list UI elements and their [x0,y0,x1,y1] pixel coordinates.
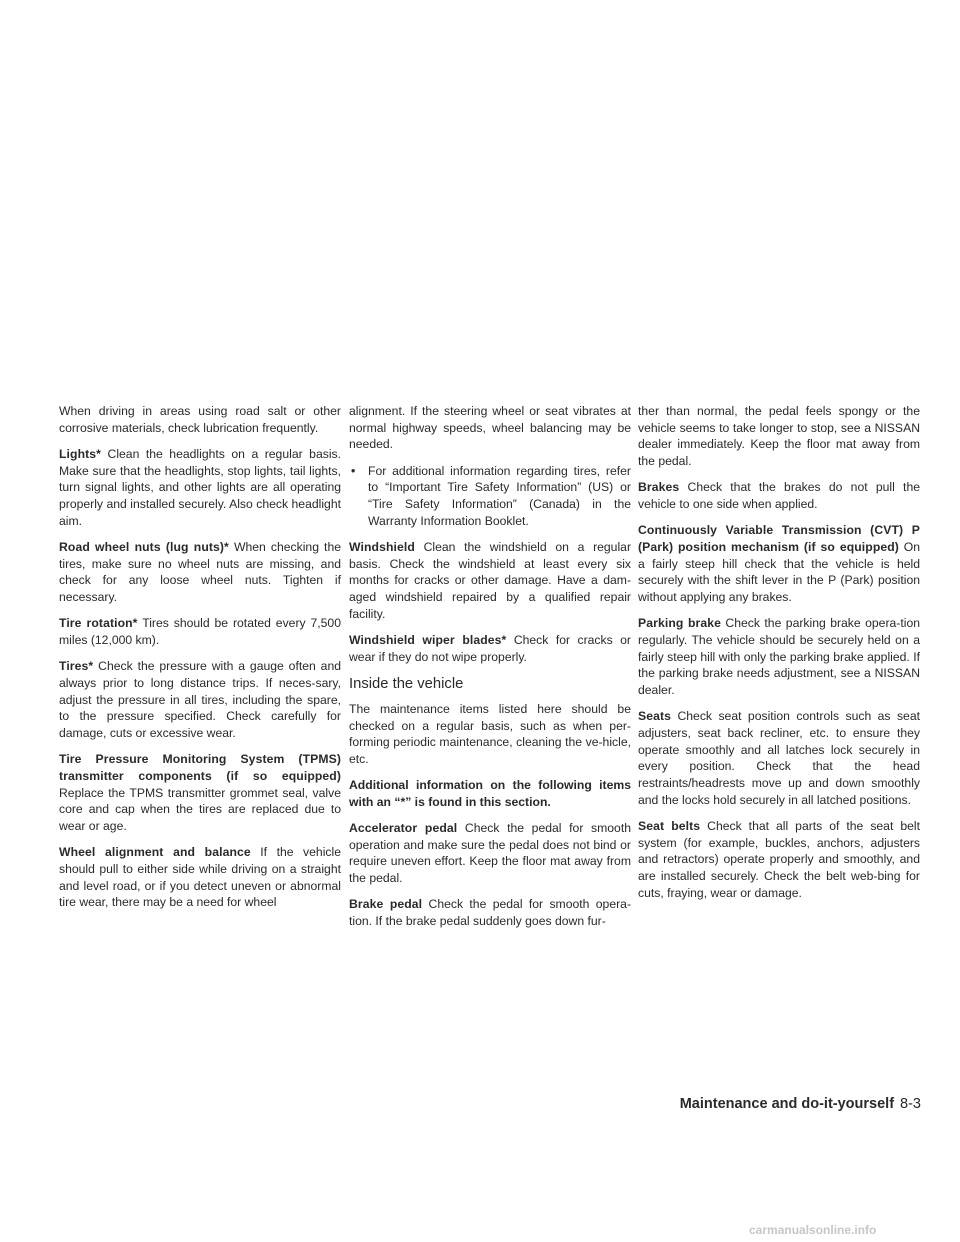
tire-rotation-paragraph [59,615,341,648]
tires-title: Tires* [59,659,94,674]
brakes-text: Check that the brakes do not pull the vehicle to one side when applied. [638,480,921,512]
accelerator-paragraph [349,820,631,887]
windshield-title: Windshield [349,539,415,554]
bullet-icon: • [351,463,356,478]
brake-pedal-title: Brake pedal [349,897,423,912]
wheel-nuts-title: Road wheel nuts (lug nuts)* [59,539,229,554]
alignment-title: Wheel alignment and balance [59,845,251,860]
inside-intro-paragraph: The maintenance items listed here should be checked on a regular basis, such as when per-forming periodic maintenance, cleaning the ve-hicle, etc. [349,701,631,766]
tires-text: Check the pressure with a gauge often and always prior to long distance trips. If neces-sary, adjust the pressure in all tires, including the spare, to the pressure specified. Check carefully for damage, cuts or excessive wear. [59,659,342,740]
accelerator-title: Accelerator pedal [349,821,458,836]
column-3 [638,403,920,911]
column-2 [349,403,631,939]
brake-pedal-text: Check the pedal for smooth opera-tion. If the brake pedal suddenly goes down fur- [349,897,631,929]
wiper-blades-title: Windshield wiper blades* [349,632,507,647]
cvt-paragraph [638,522,920,606]
cvt-title: Continuously Variable Transmission (CVT) P (Park) position mechanism (if so equipped) [638,523,920,554]
tpms-paragraph [59,751,341,835]
lights-title: Lights* [59,446,101,461]
windshield-paragraph [349,539,631,623]
seat-belts-paragraph [638,818,920,902]
brakes-paragraph [638,479,920,512]
wiper-blades-text: Check for cracks or wear if they do not wipe properly. [349,632,631,664]
inside-vehicle-heading: Inside the vehicle [349,675,464,692]
alignment-continued: alignment. If the steering wheel or seat vibrates at normal highway speeds, wheel balancing may be needed. [349,404,631,452]
accelerator-text: Check the pedal for smooth operation and make sure the pedal does not bind or require uneven effort. Keep the floor mat away from the pedal. [349,821,631,886]
lights-text: Clean the headlights on a regular basis. Make sure that the headlights, stop lights, tail lights, turn signal lights, and other lights are all operating properly and installed securely. Also check headlight aim. [59,446,342,528]
brakes-title: Brakes [638,480,680,495]
tires-paragraph [59,658,341,742]
tire-rotation-text: Tires should be rotated every 7,500 miles (12,000 km). [59,616,341,647]
bullet-text: For additional information regarding tires, refer to “Important Tire Safety Information” (US) or “Tire Safety Information” (Canada) in the Warranty Information Booklet. [368,463,631,528]
intro-paragraph: When driving in areas using road salt or other corrosive materials, check lubrication frequently. [59,404,341,435]
brake-pedal-continued: ther than normal, the pedal feels spongy or the vehicle seems to take longer to stop, see a NISSAN dealer immediately. Keep the floor mat away from the pedal. [638,404,920,469]
alignment-text: If the vehicle should pull to either side while driving on a straight and level road, or if you detect uneven or abnormal tire wear, there may be a need for wheel [59,845,341,910]
cvt-text: On a fairly steep hill check that the vehicle is held securely with the shift lever in the P (Park) position without applying any brakes. [638,539,920,605]
parking-brake-paragraph [638,615,920,699]
wheel-nuts-paragraph [59,539,341,606]
seats-text: Check seat position controls such as seat adjusters, seat back recliner, etc. to ensure they operate smoothly and all latches lock securely in every position. Check that the head restraints/headrests move up and down smoothly and the locks hold securely in all latched positions. [638,709,920,807]
brake-pedal-paragraph [349,896,631,929]
additional-info-paragraph: Additional information on the following items with an “*” is found in this section. [349,778,631,809]
column-1 [59,403,341,920]
wheel-nuts-text: When checking the tires, make sure no wheel nuts are missing, and check for any loose wheel nuts. Tighten if necessary. [59,539,342,605]
windshield-text: Clean the windshield on a regular basis. Check the windshield at least every six months for cracks or other damage. Have a dam-aged windshield repaired by a qualified repair facility. [349,539,632,621]
alignment-paragraph [59,844,341,911]
page-footer [680,1095,921,1113]
seat-belts-title: Seat belts [638,818,701,833]
lights-paragraph [59,446,341,530]
page-number: 8-3 [900,1096,921,1112]
tpms-text: Replace the TPMS transmitter grommet seal, valve core and cap when the tires are replaced due to wear or age. [59,785,341,833]
parking-brake-text: Check the parking brake opera-tion regularly. The vehicle should be securely held on a fairly steep hill with only the parking brake applied. If the parking brake needs adjustment, see a NISSAN dealer. [638,616,921,698]
seats-title: Seats [638,709,672,724]
seats-paragraph [638,708,920,808]
wiper-blades-paragraph [349,632,631,665]
footer-section-name: Maintenance and do-it-yourself [679,1096,895,1112]
seat-belts-text: Check that all parts of the seat belt system (for example, buckles, anchors, adjusters and retractors) operate properly and smoothly, and are installed securely. Check the belt web-bing for cuts, fraying, wear or damage. [638,818,920,900]
tpms-title: Tire Pressure Monitoring System (TPMS) transmitter components (if so equipped) [59,752,341,783]
watermark: carmanualsonline.info [749,1223,877,1237]
tire-info-bullet [349,463,631,530]
parking-brake-title: Parking brake [638,616,721,631]
tire-rotation-title: Tire rotation* [59,616,138,631]
